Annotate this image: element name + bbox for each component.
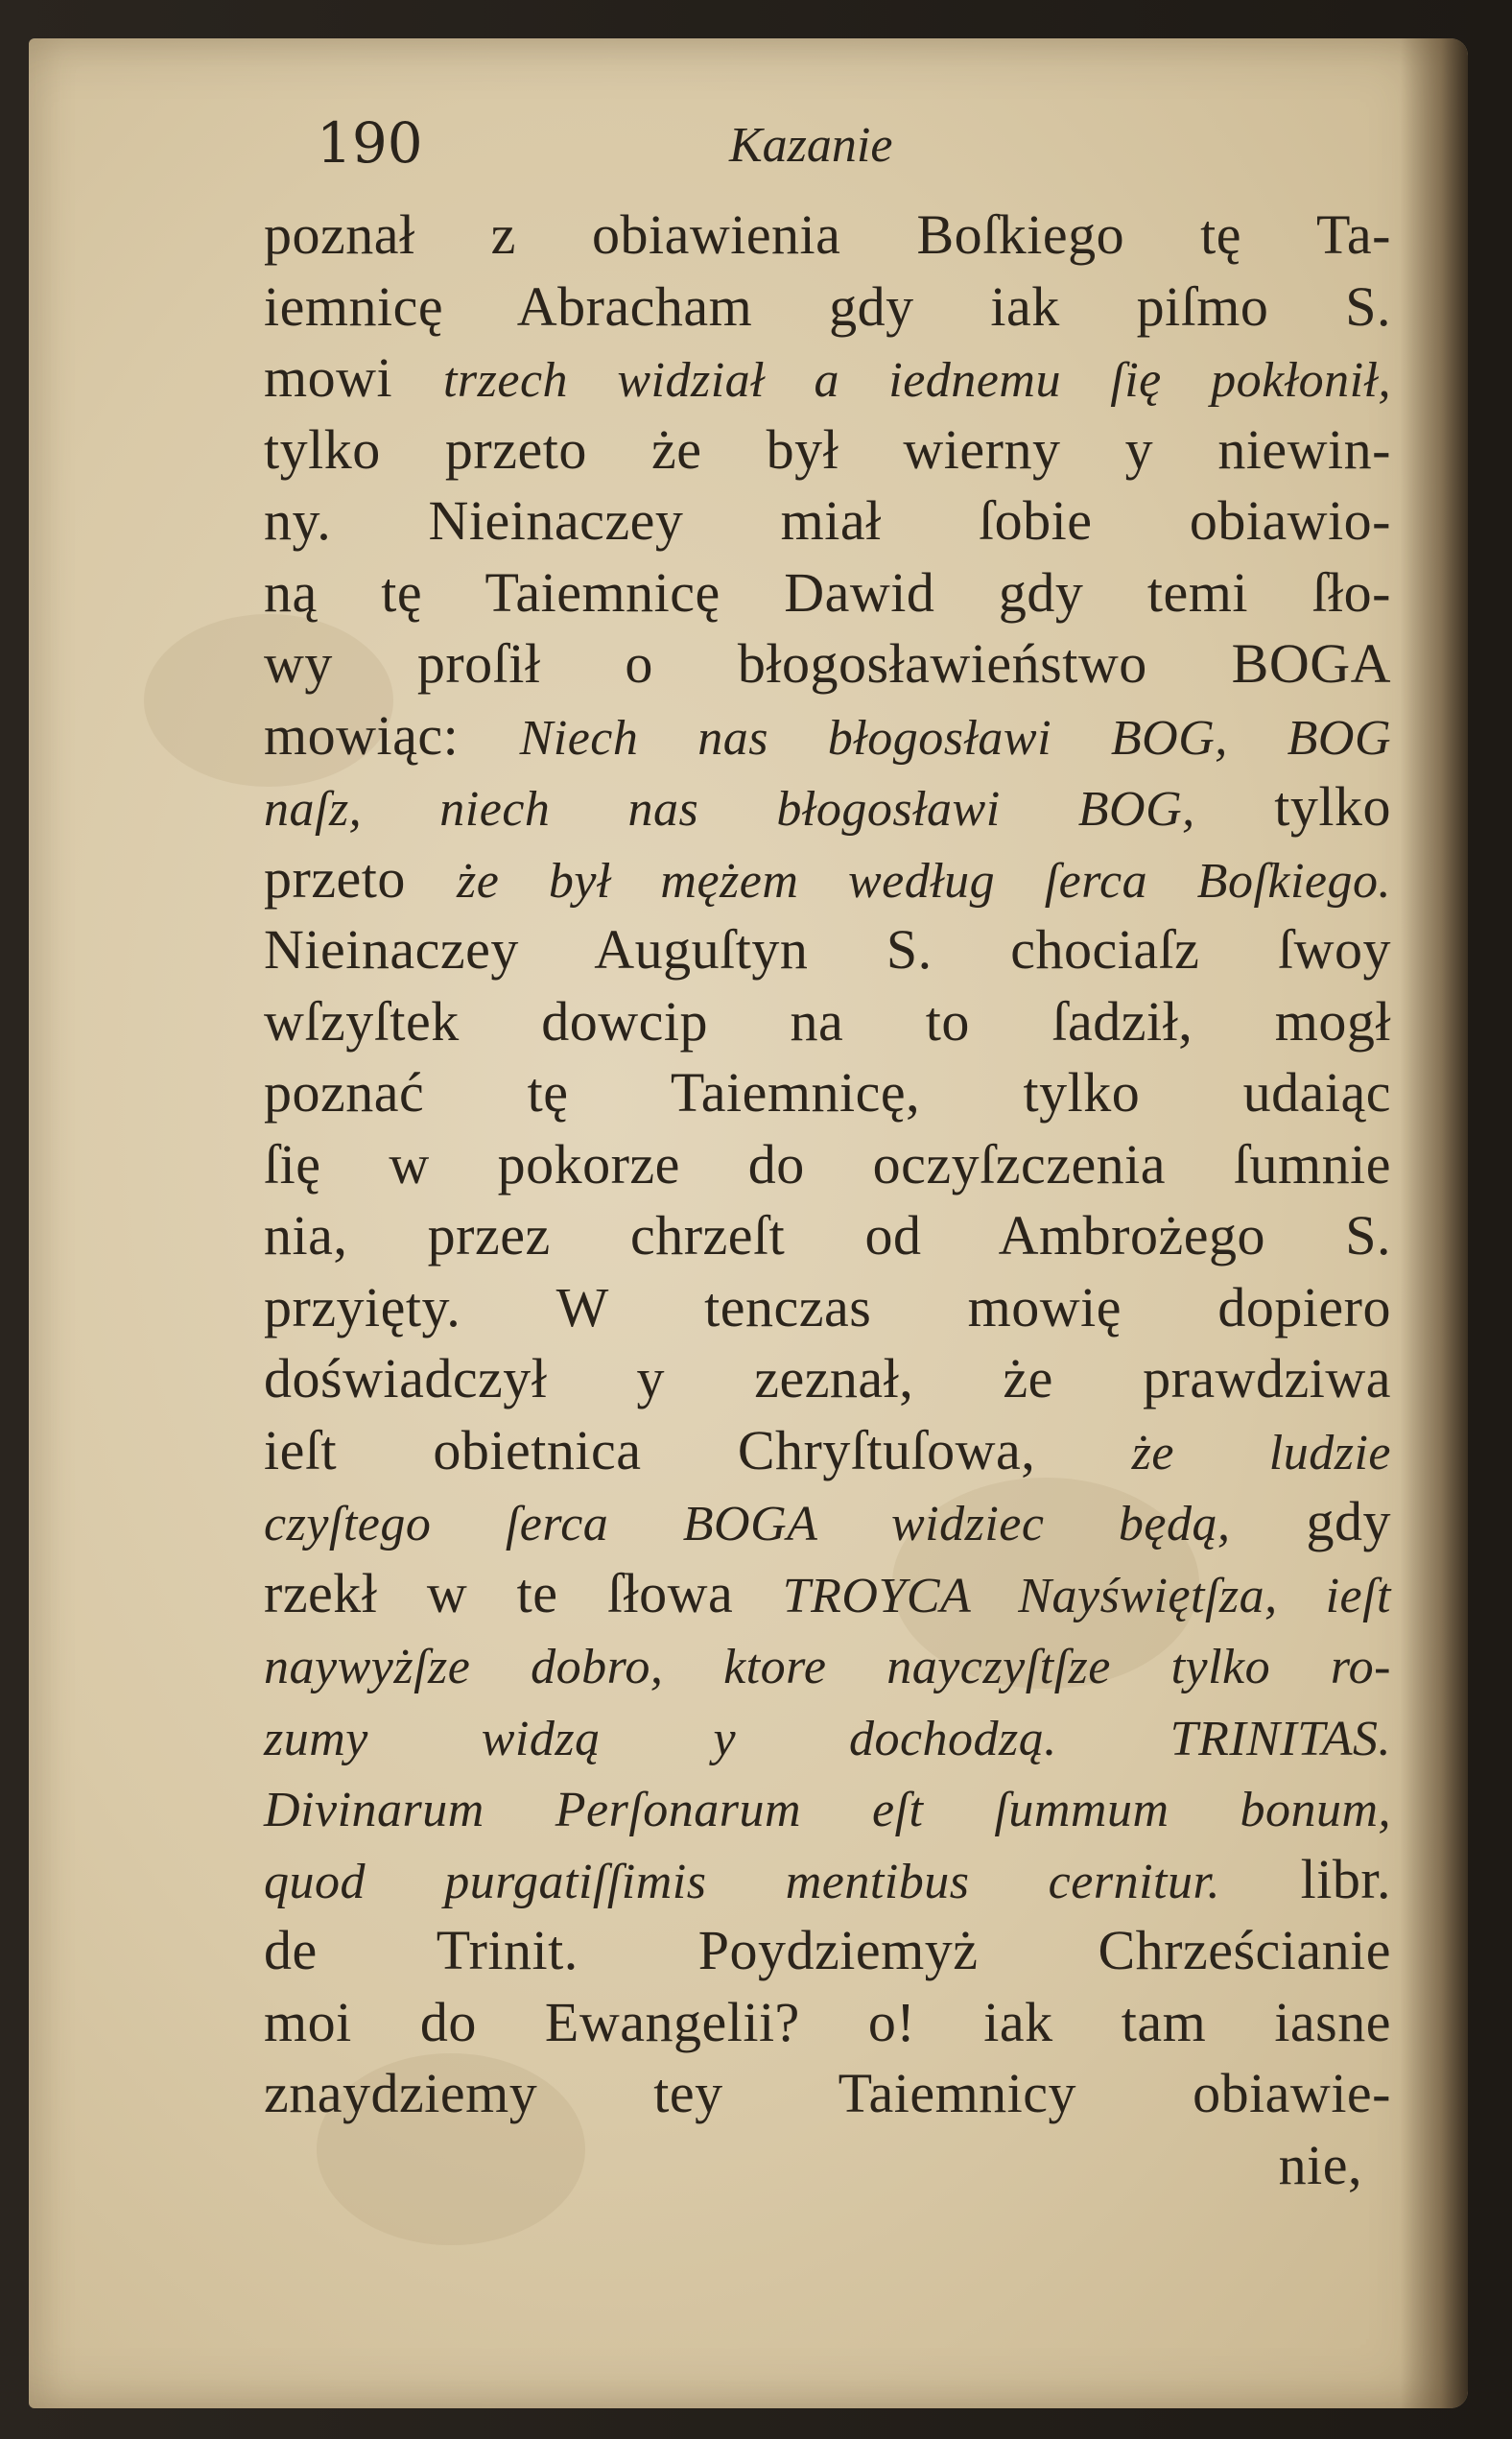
text-line <box>264 272 1391 343</box>
italic-text-segment: czyſtego ſerca BOGA widziec będą, <box>264 1497 1231 1551</box>
text-line <box>264 1558 1391 1630</box>
italic-text-segment: quod purgatiſſimis mentibus cernitur. <box>264 1854 1220 1909</box>
italic-text-segment: TROYCA Nayświętſza, ieſt <box>782 1568 1391 1623</box>
text-line <box>264 1844 1391 1916</box>
text-segment: libr. <box>1219 1847 1392 1910</box>
text-segment: nia, przez chrzeſt od Ambrożego S. <box>264 1204 1391 1267</box>
italic-text-segment: Niech nas błogosławi BOG, BOG <box>519 710 1392 766</box>
text-segment: ſię w pokorze do oczyſzczenia ſumnie <box>264 1132 1391 1196</box>
text-segment: doświadczył y zeznał, że prawdziwa <box>264 1347 1391 1409</box>
text-line <box>264 1772 1391 1844</box>
text-segment: Nieinaczey Auguſtyn S. chociaſz ſwoy <box>264 918 1391 981</box>
text-line <box>264 1200 1391 1272</box>
text-segment: de Trinit. Poydziemyż Chrześcianie <box>264 1919 1391 1981</box>
text-line <box>264 1486 1391 1558</box>
text-segment: wy proſił o błogosławieństwo BOGA <box>264 632 1391 695</box>
text-segment: gdy <box>1230 1490 1391 1552</box>
text-line <box>264 628 1391 700</box>
italic-text-segment: naywyżſze dobro, ktore nayczyſtſze tylko ro- <box>264 1640 1391 1694</box>
text-segment: znaydziemy tey Taiemnicy obiawie- <box>264 2062 1391 2124</box>
text-segment: poznał z obiawienia Boſkiego tę Ta- <box>264 203 1391 266</box>
text-segment: mowiąc: <box>264 703 520 767</box>
text-line <box>264 914 1391 986</box>
text-line <box>264 771 1391 843</box>
text-line <box>264 1343 1391 1415</box>
text-line <box>264 1129 1391 1201</box>
italic-text-segment: że ludzie <box>1131 1425 1391 1480</box>
text-segment: przeto <box>264 846 457 910</box>
text-segment: poznać tę Taiemnicę, tylko udaiąc <box>264 1061 1391 1124</box>
text-segment: iemnicę Abracham gdy iak piſmo S. <box>264 274 1391 338</box>
text-line <box>264 1272 1391 1344</box>
text-segment: moi do Ewangelii? o! iak tam iasne <box>264 1990 1391 2053</box>
text-line <box>264 2130 1391 2202</box>
text-segment: ieſt obietnica Chryſtuſowa, <box>264 1418 1132 1481</box>
text-line <box>264 2058 1391 2130</box>
text-line <box>264 843 1391 915</box>
binding-gutter <box>1401 38 1468 2408</box>
text-segment: przyięty. W tenczas mowię dopiero <box>264 1275 1391 1338</box>
running-head: Kazanie <box>729 118 893 173</box>
italic-text-segment: trzech widział a iednemu ſię pokłonił, <box>442 353 1391 408</box>
text-line <box>264 485 1391 557</box>
italic-text-segment: zumy widzą y dochodzą. TRINITAS. <box>264 1711 1391 1766</box>
page-number: 190 <box>317 110 423 176</box>
italic-text-segment: Divinarum Perſonarum eſt ſummum bonum, <box>264 1783 1391 1837</box>
text-segment: wſzyſtek dowcip na to ſadził, mogł <box>264 989 1391 1053</box>
text-segment: tylko <box>1194 775 1391 838</box>
text-segment: ną tę Taiemnicę Dawid gdy temi ſło- <box>264 560 1391 624</box>
text-line <box>264 700 1391 772</box>
text-segment: mowi <box>264 346 443 409</box>
text-line <box>264 1629 1391 1701</box>
text-line <box>264 1701 1391 1773</box>
text-segment: tylko przeto że był wierny y niewin- <box>264 417 1391 481</box>
text-segment: nie, <box>1278 2133 1362 2196</box>
text-line <box>264 1915 1391 1987</box>
text-segment: ny. Nieinaczey miał ſobie obiawio- <box>264 489 1391 552</box>
text-line <box>264 200 1391 272</box>
text-line <box>264 1987 1391 2059</box>
text-segment: rzekł w te ſłowa <box>264 1561 783 1624</box>
text-line <box>264 986 1391 1058</box>
text-line <box>264 557 1391 629</box>
text-line <box>264 1057 1391 1129</box>
text-line <box>264 414 1391 486</box>
italic-text-segment: że był mężem według ſerca Boſkiego. <box>456 853 1391 909</box>
italic-text-segment: naſz, niech nas błogosławi BOG, <box>264 782 1195 837</box>
text-line <box>264 343 1391 414</box>
body-text <box>264 200 1391 2201</box>
text-line <box>264 1415 1391 1487</box>
